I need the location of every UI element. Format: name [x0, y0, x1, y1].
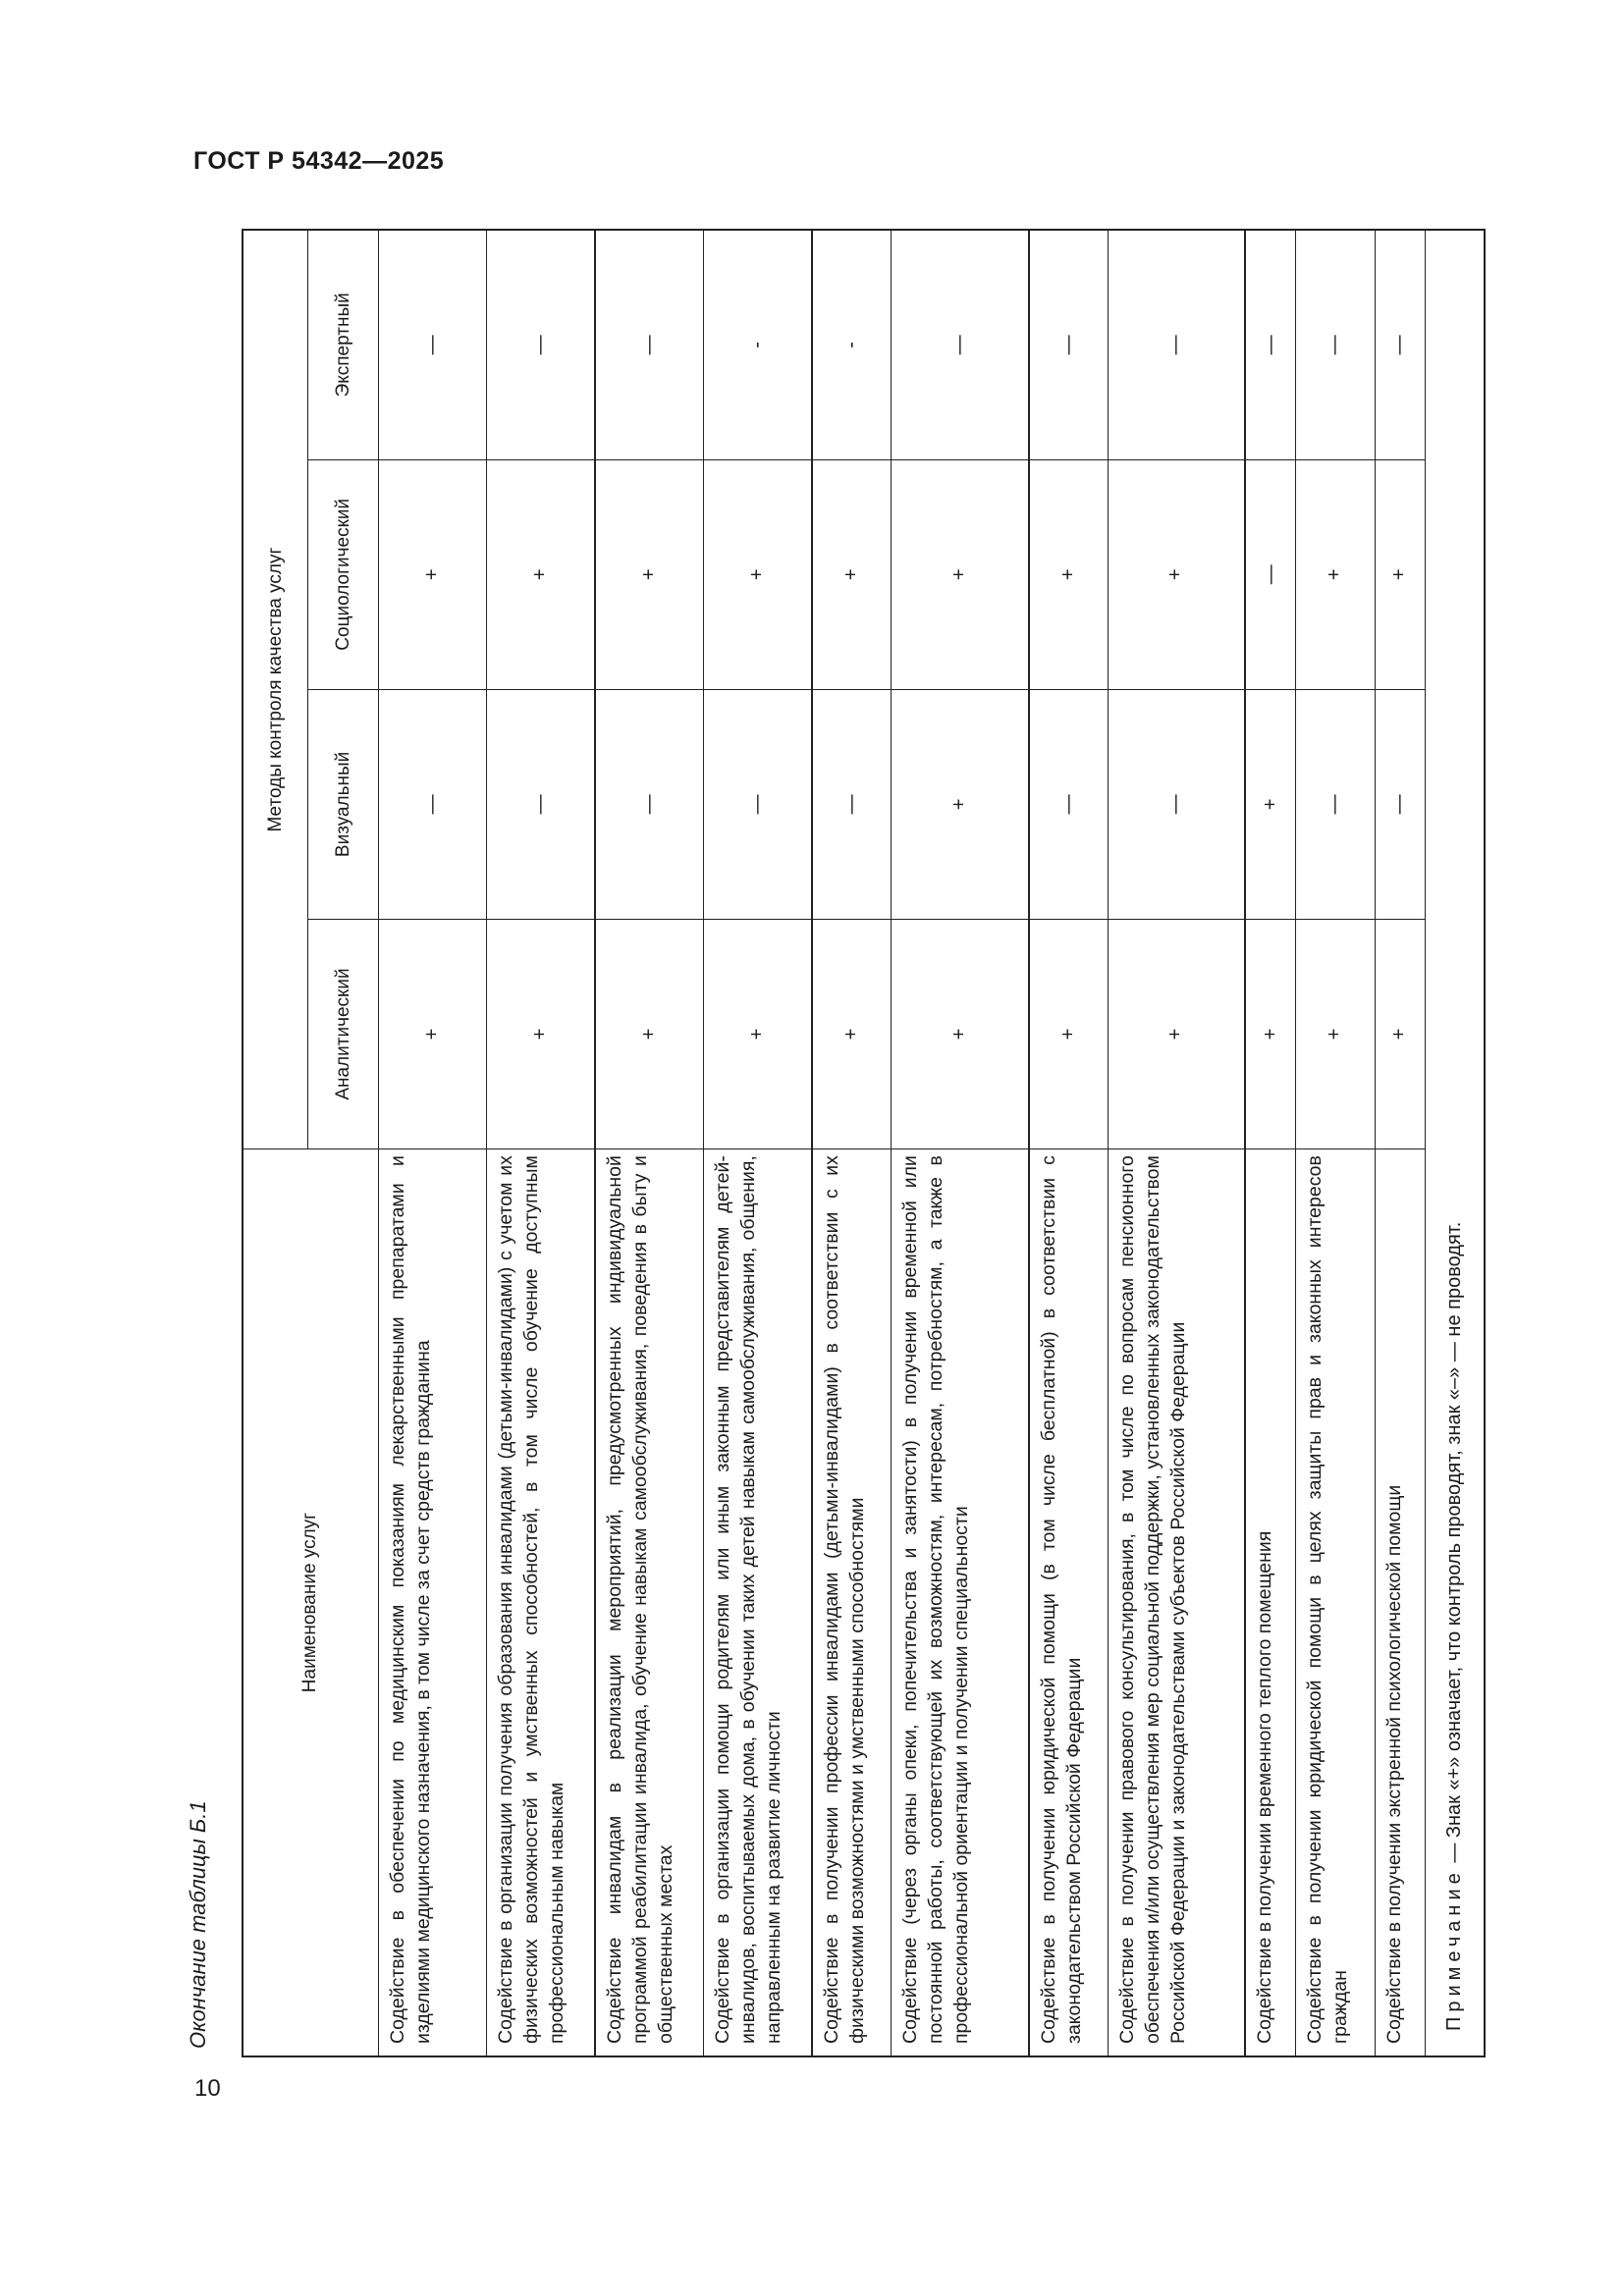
method-mark-cell: +	[892, 459, 1029, 689]
method-mark-cell: +	[595, 919, 703, 1148]
method-mark-cell: —	[892, 230, 1029, 459]
method-mark-cell: +	[1295, 459, 1375, 689]
method-mark-cell: —	[378, 230, 486, 459]
method-mark-cell: +	[1029, 459, 1109, 689]
method-mark-cell: +	[1245, 919, 1295, 1148]
column-header-sociological: Социологический	[308, 459, 379, 689]
service-name-cell: Содействие в получении экстренной психологической помощи	[1375, 1149, 1425, 2056]
page-number: 10	[194, 2075, 221, 2102]
services-table	[242, 229, 1486, 2057]
method-mark-cell: +	[378, 459, 486, 689]
table-row	[1375, 230, 1425, 2056]
table-note	[1425, 230, 1485, 2056]
method-mark-cell: +	[812, 919, 892, 1148]
service-name-cell: Содействие в обеспечении по медицинским показаниям лекарственными препаратами и изделиями медицинского назначения, в том числе за счет средств гражданина	[378, 1149, 486, 2056]
column-header-methods: Методы контроля качества услуг	[243, 230, 308, 1149]
note-row	[1425, 230, 1485, 2056]
table-row	[1245, 230, 1295, 2056]
method-mark-cell: -	[812, 230, 892, 459]
service-name-cell: Содействие в получении юридической помощи (в том числе бесплатной) в соответствии с законодательством Российской Федерации	[1029, 1149, 1109, 2056]
note-label: Примечание	[1442, 1868, 1465, 2031]
table-row	[487, 230, 595, 2056]
method-mark-cell: —	[1375, 689, 1425, 919]
table-row	[1029, 230, 1109, 2056]
method-mark-cell: +	[487, 459, 595, 689]
method-mark-cell: +	[1029, 919, 1109, 1148]
method-mark-cell: +	[595, 459, 703, 689]
method-mark-cell: —	[595, 230, 703, 459]
service-name-cell: Содействие инвалидам в реализации мероприятий, предусмотренных индивидуальной программой реабилитации инвалида, обучение навыкам самообслуживания, поведения в быту и общественных местах	[595, 1149, 703, 2056]
service-name-cell: Содействие в получении профессии инвалидами (детьми-инвалидами) в соответствии с их физическими возможностями и умственными способностями	[812, 1149, 892, 2056]
service-name-cell: Содействие в организации помощи родителям или иным законным представителям детей-инвалидов, воспитываемых дома, в обучении таких детей навыкам самообслуживания, общения, направленным на развитие личности	[703, 1149, 811, 2056]
table-row	[703, 230, 811, 2056]
method-mark-cell: +	[1375, 459, 1425, 689]
column-header-visual: Визуальный	[308, 689, 379, 919]
method-mark-cell: +	[1108, 919, 1245, 1148]
method-mark-cell: —	[1295, 689, 1375, 919]
method-mark-cell: +	[812, 459, 892, 689]
method-mark-cell: +	[378, 919, 486, 1148]
method-mark-cell: +	[1375, 919, 1425, 1148]
column-header-expert: Экспертный	[308, 230, 379, 459]
method-mark-cell: -	[703, 230, 811, 459]
method-mark-cell: —	[1108, 689, 1245, 919]
document-header: ГОСТ Р 54342—2025	[193, 147, 445, 175]
column-header-analytical: Аналитический	[308, 919, 379, 1148]
method-mark-cell: +	[892, 689, 1029, 919]
table-caption: Окончание таблицы Б.1	[186, 1800, 210, 2049]
table-row	[812, 230, 892, 2056]
service-name-cell: Содействие (через органы опеки, попечительства и занятости) в получении временной или постоянной работы, соответствующей их возможностям, интересам, потребностям, а также в профессиональной ориентации и получении специальности	[892, 1149, 1029, 2056]
service-name-cell: Содействие в получении временного теплого помещения	[1245, 1149, 1295, 2056]
method-mark-cell: +	[1295, 919, 1375, 1148]
method-mark-cell: —	[1375, 230, 1425, 459]
table-row	[1108, 230, 1245, 2056]
table-row	[892, 230, 1029, 2056]
method-mark-cell: —	[703, 689, 811, 919]
method-mark-cell: —	[1295, 230, 1375, 459]
table-row	[595, 230, 703, 2056]
table-row	[1295, 230, 1375, 2056]
method-mark-cell: +	[892, 919, 1029, 1148]
method-mark-cell: +	[1108, 459, 1245, 689]
method-mark-cell: +	[487, 919, 595, 1148]
column-header-name: Наименование услуг	[243, 1149, 378, 2056]
method-mark-cell: —	[487, 230, 595, 459]
method-mark-cell: —	[378, 689, 486, 919]
method-mark-cell: —	[1245, 459, 1295, 689]
method-mark-cell: —	[1029, 689, 1109, 919]
rotated-table-block	[180, 229, 1486, 2057]
table-row	[378, 230, 486, 2056]
method-mark-cell: +	[703, 459, 811, 689]
method-mark-cell: +	[1245, 689, 1295, 919]
service-name-cell: Содействие в получении юридической помощи в целях защиты прав и законных интересов граждан	[1295, 1149, 1375, 2056]
method-mark-cell: —	[1245, 230, 1295, 459]
method-mark-cell: —	[1108, 230, 1245, 459]
method-mark-cell: —	[812, 689, 892, 919]
method-mark-cell: —	[487, 689, 595, 919]
method-mark-cell: —	[595, 689, 703, 919]
method-mark-cell: +	[703, 919, 811, 1148]
method-mark-cell: —	[1029, 230, 1109, 459]
service-name-cell: Содействие в организации получения образования инвалидами (детьми-инвалидами) с учетом их физических возможностей и умственных способностей, в том числе обучение доступным профессиональным навыкам	[487, 1149, 595, 2056]
service-name-cell: Содействие в получении правового консультирования, в том числе по вопросам пенсионного обеспечения и/или осуществления мер социальной поддержки, установленных законодательством Российской Федерации и законодательствами субъектов Российской Федерации	[1108, 1149, 1245, 2056]
note-text: — Знак «+» означает, что контроль проводят, знак «–» — не проводят.	[1442, 1221, 1465, 1863]
header-row-1	[243, 230, 308, 2056]
